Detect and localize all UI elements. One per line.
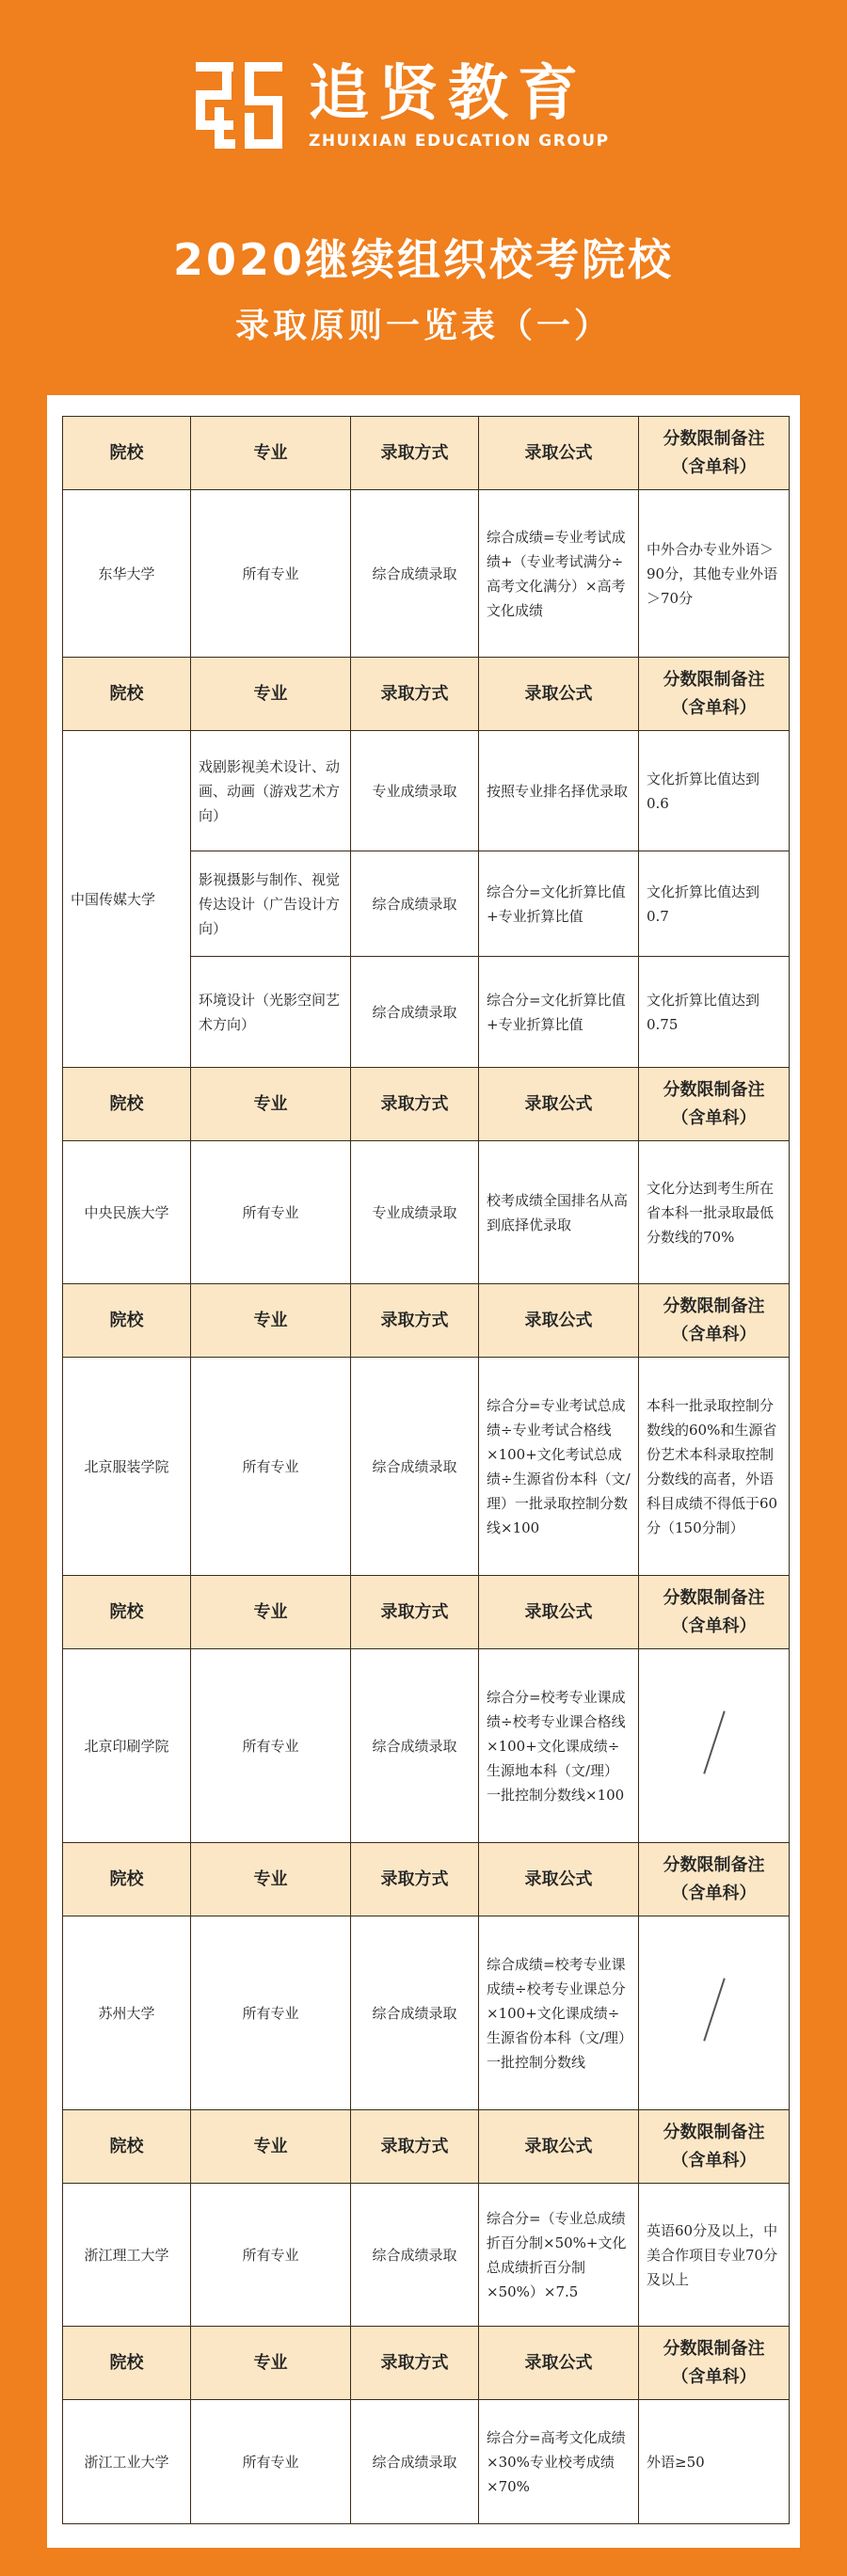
major-cell: 所有专业 <box>191 490 351 658</box>
formula-cell: 综合成绩=专业考试成绩+（专业考试满分÷高考文化满分）×高考文化成绩 <box>479 490 639 658</box>
header-formula: 录取公式 <box>479 2327 639 2400</box>
method-cell: 专业成绩录取 <box>351 1141 479 1284</box>
header-major: 专业 <box>191 658 351 731</box>
header-school: 院校 <box>63 658 191 731</box>
header-formula: 录取公式 <box>479 1068 639 1141</box>
header-major: 专业 <box>191 2110 351 2184</box>
brand-english-name: ZHUIXIAN EDUCATION GROUP <box>309 132 610 151</box>
header-note-line2: （含单科） <box>671 1324 757 1344</box>
note-cell: 中外合办专业外语＞90分，其他专业外语＞70分 <box>639 490 790 658</box>
major-cell: 环境设计（光影空间艺术方向） <box>191 957 351 1068</box>
brand-logo-icon <box>194 58 288 152</box>
header-method: 录取方式 <box>351 1068 479 1141</box>
page-subtitle: 录取原则一览表（一） <box>234 307 612 345</box>
header-formula: 录取公式 <box>479 2110 639 2184</box>
note-cell: 文化分达到考生所在省本科一批录取最低分数线的70% <box>639 1141 790 1284</box>
table-header-row <box>63 1843 790 1916</box>
formula-cell: 综合分=专业考试总成绩÷专业考试合格线×100+文化考试总成绩÷生源省份本科（文/理）一批录取控制分数线×100 <box>479 1358 639 1576</box>
header-major: 专业 <box>191 1576 351 1649</box>
empty-slash-mark <box>703 1710 726 1773</box>
method-cell: 综合成绩录取 <box>351 1358 479 1576</box>
table-row <box>63 490 790 658</box>
header-method: 录取方式 <box>351 1284 479 1358</box>
header-note-line1: 分数限制备注 <box>663 1296 765 1316</box>
method-cell: 综合成绩录取 <box>351 851 479 957</box>
table-row <box>63 2184 790 2327</box>
table-row <box>63 731 790 851</box>
header-note <box>639 2327 790 2400</box>
major-cell: 戏剧影视美术设计、动画、动画（游戏艺术方向） <box>191 731 351 851</box>
note-cell: 本科一批录取控制分数线的60%和生源省份艺术本科录取控制分数线的高者，外语科目成绩不得低于60分（150分制） <box>639 1358 790 1576</box>
method-cell: 综合成绩录取 <box>351 957 479 1068</box>
major-cell: 所有专业 <box>191 1358 351 1576</box>
header-formula: 录取公式 <box>479 417 639 490</box>
table-row <box>63 2400 790 2524</box>
table-header-row <box>63 658 790 731</box>
header-note-line2: （含单科） <box>671 1883 757 1903</box>
header-note <box>639 2110 790 2184</box>
header-note-line1: 分数限制备注 <box>663 1587 765 1608</box>
header-formula: 录取公式 <box>479 658 639 731</box>
document-sheet <box>47 395 800 2548</box>
formula-cell: 综合成绩=校考专业课成绩÷校考专业课总分×100+文化课成绩÷生源省份本科（文/理）一批控制分数线 <box>479 1916 639 2110</box>
school-name: 中国传媒大学 <box>63 731 191 1068</box>
page-title: 2020继续组织校考院校 <box>172 234 675 285</box>
header-method: 录取方式 <box>351 1576 479 1649</box>
header-note <box>639 417 790 490</box>
table-header-row <box>63 2327 790 2400</box>
table-header-row <box>63 417 790 490</box>
header-note-line1: 分数限制备注 <box>663 2338 765 2359</box>
header-note-line2: （含单科） <box>671 2150 757 2171</box>
header-method: 录取方式 <box>351 658 479 731</box>
school-name: 浙江理工大学 <box>63 2184 191 2327</box>
brand-logo-row <box>194 58 610 152</box>
header-formula: 录取公式 <box>479 1284 639 1358</box>
major-cell: 所有专业 <box>191 1141 351 1284</box>
header-method: 录取方式 <box>351 2110 479 2184</box>
header-note <box>639 1843 790 1916</box>
header-school: 院校 <box>63 2110 191 2184</box>
note-cell: 外语≥50 <box>639 2400 790 2524</box>
table-header-row <box>63 2110 790 2184</box>
header-formula: 录取公式 <box>479 1843 639 1916</box>
school-name: 北京服装学院 <box>63 1358 191 1576</box>
table-header-row <box>63 1284 790 1358</box>
major-cell: 所有专业 <box>191 2400 351 2524</box>
header-note-line2: （含单科） <box>671 1615 757 1636</box>
table-header-row <box>63 1576 790 1649</box>
major-cell: 所有专业 <box>191 1916 351 2110</box>
formula-cell: 综合分=文化折算比值+专业折算比值 <box>479 851 639 957</box>
method-cell: 综合成绩录取 <box>351 2184 479 2327</box>
method-cell: 综合成绩录取 <box>351 2400 479 2524</box>
method-cell: 专业成绩录取 <box>351 731 479 851</box>
note-cell: 文化折算比值达到0.75 <box>639 957 790 1068</box>
formula-cell: 校考成绩全国排名从高到底择优录取 <box>479 1141 639 1284</box>
header-school: 院校 <box>63 1843 191 1916</box>
formula-cell: 综合分=校考专业课成绩÷校考专业课合格线×100+文化课成绩÷生源地本科（文/理）一批控制分数线×100 <box>479 1649 639 1843</box>
note-cell: 英语60分及以上，中美合作项目专业70分及以上 <box>639 2184 790 2327</box>
brand-name: 追贤教育 <box>309 59 587 129</box>
formula-cell: 综合分=（专业总成绩折百分制×50%+文化总成绩折百分制×50%）×7.5 <box>479 2184 639 2327</box>
header-note-line1: 分数限制备注 <box>663 669 765 690</box>
header-school: 院校 <box>63 417 191 490</box>
formula-cell: 综合分=文化折算比值+专业折算比值 <box>479 957 639 1068</box>
table-row <box>63 1649 790 1843</box>
header-note-line1: 分数限制备注 <box>663 2122 765 2142</box>
header-school: 院校 <box>63 2327 191 2400</box>
header-method: 录取方式 <box>351 1843 479 1916</box>
header-note-line1: 分数限制备注 <box>663 1079 765 1100</box>
header-formula: 录取公式 <box>479 1576 639 1649</box>
header-note <box>639 1576 790 1649</box>
header-method: 录取方式 <box>351 417 479 490</box>
admission-table <box>62 416 790 2524</box>
note-cell: 文化折算比值达到0.7 <box>639 851 790 957</box>
header-note-line2: （含单科） <box>671 697 757 718</box>
note-cell <box>639 1649 790 1843</box>
table-row <box>63 1358 790 1576</box>
table-header-row <box>63 1068 790 1141</box>
header-note <box>639 1284 790 1358</box>
table-row <box>63 1916 790 2110</box>
header-school: 院校 <box>63 1068 191 1141</box>
header-major: 专业 <box>191 2327 351 2400</box>
header-major: 专业 <box>191 1068 351 1141</box>
school-name: 苏州大学 <box>63 1916 191 2110</box>
major-cell: 所有专业 <box>191 1649 351 1843</box>
note-cell: 文化折算比值达到0.6 <box>639 731 790 851</box>
header-major: 专业 <box>191 1284 351 1358</box>
formula-cell: 综合分=高考文化成绩×30%专业校考成绩×70% <box>479 2400 639 2524</box>
empty-slash-mark <box>703 1978 726 2041</box>
header-note <box>639 658 790 731</box>
header-method: 录取方式 <box>351 2327 479 2400</box>
school-name: 中央民族大学 <box>63 1141 191 1284</box>
header-major: 专业 <box>191 1843 351 1916</box>
major-cell: 影视摄影与制作、视觉传达设计（广告设计方向） <box>191 851 351 957</box>
header-note-line2: （含单科） <box>671 2366 757 2387</box>
note-cell <box>639 1916 790 2110</box>
method-cell: 综合成绩录取 <box>351 1649 479 1843</box>
header-school: 院校 <box>63 1284 191 1358</box>
page-header <box>0 0 847 393</box>
header-school: 院校 <box>63 1576 191 1649</box>
table-row <box>63 1141 790 1284</box>
header-note-line2: （含单科） <box>671 456 757 477</box>
school-name: 东华大学 <box>63 490 191 658</box>
header-major: 专业 <box>191 417 351 490</box>
formula-cell: 按照专业排名择优录取 <box>479 731 639 851</box>
major-cell: 所有专业 <box>191 2184 351 2327</box>
header-note <box>639 1068 790 1141</box>
method-cell: 综合成绩录取 <box>351 1916 479 2110</box>
header-note-line1: 分数限制备注 <box>663 1854 765 1875</box>
method-cell: 综合成绩录取 <box>351 490 479 658</box>
school-name: 浙江工业大学 <box>63 2400 191 2524</box>
school-name: 北京印刷学院 <box>63 1649 191 1843</box>
header-note-line2: （含单科） <box>671 1107 757 1128</box>
header-note-line1: 分数限制备注 <box>663 428 765 449</box>
